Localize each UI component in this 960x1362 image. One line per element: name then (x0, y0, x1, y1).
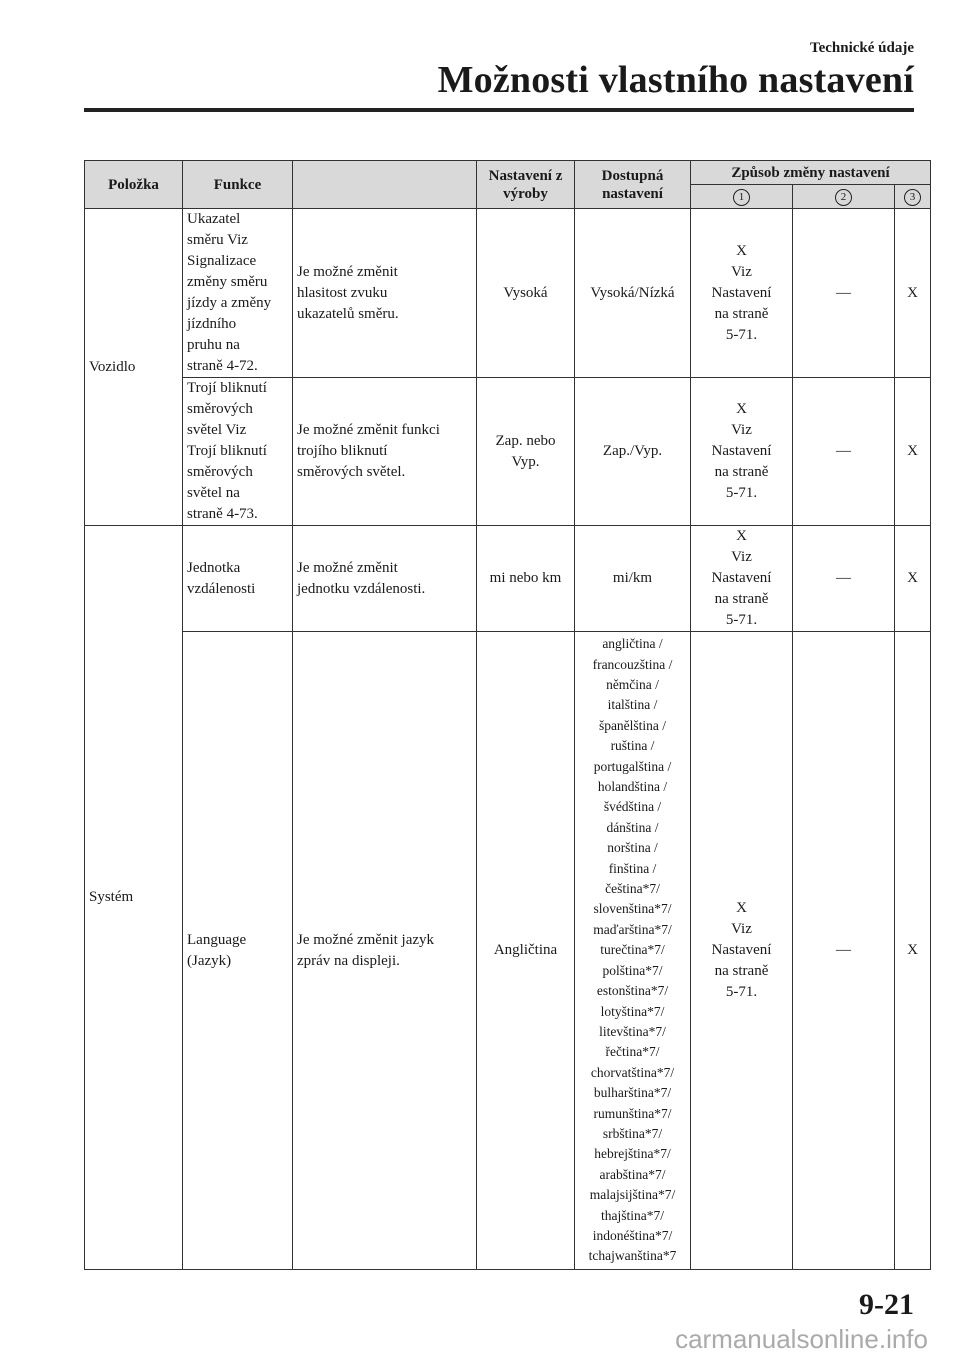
language-item: estonština*7/ (596, 983, 669, 999)
cell-line: 5-71. (725, 485, 758, 501)
circle-number-2: 2 (835, 189, 852, 206)
method3-cell: X (895, 378, 931, 526)
cell-line: hlasitost zvuku (297, 284, 388, 301)
cell-line: Vysoká (503, 284, 548, 301)
circle-number-3: 3 (904, 189, 921, 206)
available-cell (575, 378, 691, 526)
method3-cell: X (895, 209, 931, 378)
circle-number-1: 1 (733, 189, 750, 206)
header-method-3 (895, 185, 931, 209)
cell-line: Viz (731, 422, 752, 438)
function-cell (183, 526, 293, 632)
cell-line: Trojí bliknutí (187, 443, 267, 459)
cell-line: X (736, 528, 747, 544)
cell-line: na straně (714, 963, 769, 979)
cell-line: Zap./Vyp. (602, 443, 663, 459)
cell-line: směrových světel. (297, 464, 406, 480)
section-title: Technické údaje (809, 40, 914, 56)
cell-line: 5-71. (725, 984, 758, 1000)
language-item: turečtina*7/ (600, 942, 665, 958)
description-cell (293, 378, 477, 526)
language-item: slovenština*7/ (593, 901, 672, 917)
header-available: Dostupná nastavení (575, 161, 691, 209)
watermark: carmanualsonline.info (675, 1324, 928, 1354)
description-cell (293, 526, 477, 632)
cell-line: světel Viz (187, 422, 247, 438)
language-item: ruština / (610, 738, 655, 754)
cell-line: pruhu na (187, 337, 240, 353)
header-function: Funkce (183, 161, 293, 209)
method1-cell (691, 209, 793, 378)
language-item: švédština / (603, 799, 662, 815)
cell-line: Language (187, 931, 247, 948)
cell-line: mi/km (612, 570, 653, 586)
language-item: chorvatština*7/ (590, 1064, 675, 1080)
cell-line: Zap. nebo (495, 432, 556, 449)
function-cell (183, 378, 293, 526)
cell-line: vzdálenosti (187, 580, 256, 597)
available-cell (575, 526, 691, 632)
language-item: řečtina*7/ (605, 1044, 660, 1060)
language-item: finština / (608, 860, 657, 876)
method3-cell: X (895, 632, 931, 1270)
cell-line: (Jazyk) (187, 952, 232, 969)
language-item: norština / (607, 840, 658, 856)
cell-line: trojího bliknutí (297, 443, 388, 459)
cell-line: mi nebo km (489, 570, 562, 586)
method2-cell: — (793, 209, 895, 378)
language-item: dánština / (606, 819, 659, 835)
cell-line: směru Viz (187, 232, 248, 248)
cell-line: jízdního (187, 316, 237, 332)
description-cell (293, 209, 477, 378)
factory-cell (477, 632, 575, 1270)
factory-cell (477, 526, 575, 632)
language-item: indonéština*7/ (592, 1227, 673, 1243)
table-row (85, 209, 931, 378)
method1-cell (691, 632, 793, 1270)
cell-line: světel na (187, 485, 240, 501)
cell-line: 5-71. (725, 326, 758, 343)
cell-line: X (736, 900, 747, 916)
header-item: Položka (85, 161, 183, 209)
description-cell (293, 632, 477, 1270)
header-description (293, 161, 477, 209)
cell-line: Viz (731, 921, 752, 937)
header-method-2 (793, 185, 895, 209)
language-item: litevština*7/ (599, 1023, 666, 1039)
cell-line: Vyp. (511, 453, 540, 470)
language-item: francouzština / (592, 656, 673, 672)
method1-cell (691, 526, 793, 632)
language-item: hebrejština*7/ (594, 1146, 671, 1162)
language-item: arabština*7/ (599, 1166, 666, 1182)
cell-line: na straně (714, 464, 769, 480)
cell-line: Signalizace (187, 253, 257, 269)
available-cell (575, 209, 691, 378)
cell-line: 5-71. (725, 612, 758, 628)
cell-line: Nastavení (711, 443, 772, 459)
language-item: polština*7/ (602, 962, 663, 978)
method3-cell: X (895, 526, 931, 632)
method1-cell (691, 378, 793, 526)
function-cell (183, 632, 293, 1270)
cell-line: Vysoká/Nízká (590, 284, 675, 301)
page-number: 9-21 (859, 1288, 914, 1321)
language-item: lotyština*7/ (600, 1003, 665, 1019)
cell-line: Viz (731, 549, 752, 565)
language-item: malajsijština*7/ (589, 1187, 676, 1203)
cell-line: směrových (187, 401, 253, 417)
language-item: bulharština*7/ (593, 1085, 672, 1101)
settings-table (84, 160, 931, 1270)
cell-line: Trojí bliknutí (187, 380, 267, 396)
language-item: čeština*7/ (605, 881, 660, 897)
group-cell: Vozidlo (85, 209, 183, 526)
table-row (85, 378, 931, 526)
language-item: tchajwanština*7 (588, 1248, 677, 1264)
cell-line: směrových (187, 464, 253, 480)
cell-line: ukazatelů směru. (297, 305, 399, 322)
factory-cell (477, 378, 575, 526)
language-item: angličtina / (602, 636, 663, 652)
language-list-cell (575, 632, 691, 1270)
cell-line: Je možné změnit funkci (297, 422, 440, 438)
cell-line: na straně (714, 305, 769, 322)
language-item: italština / (607, 697, 658, 713)
page-title: Možnosti vlastního nastavení (437, 59, 914, 101)
cell-line: Angličtina (493, 942, 558, 958)
function-cell (183, 209, 293, 378)
language-item: thajština*7/ (601, 1207, 664, 1223)
header-method: Způsob změny nastavení (691, 161, 931, 185)
cell-line: na straně (714, 591, 769, 607)
cell-line: změny směru (187, 274, 268, 290)
language-item: rumunština*7/ (593, 1105, 672, 1121)
language-item: maďarština*7/ (593, 921, 672, 937)
cell-line: Ukazatel (187, 211, 241, 227)
cell-line: Jednotka (187, 559, 241, 576)
cell-line: Je možné změnit (297, 263, 398, 280)
cell-line: straně 4-72. (187, 358, 258, 374)
cell-line: X (736, 401, 747, 417)
cell-line: Nastavení (711, 942, 772, 958)
cell-line: Nastavení (711, 570, 772, 586)
table-row (85, 632, 931, 1270)
header-divider (84, 108, 914, 112)
language-item: němčina / (606, 677, 659, 693)
header-method-1 (691, 185, 793, 209)
cell-line: zpráv na displeji. (297, 952, 400, 969)
language-item: portugalština / (593, 758, 672, 774)
language-item: srbština*7/ (602, 1125, 663, 1141)
cell-line: jízdy a změny (187, 295, 272, 311)
method2-cell: — (793, 632, 895, 1270)
method2-cell: — (793, 378, 895, 526)
cell-line: Viz (731, 263, 752, 280)
cell-line: Je možné změnit jazyk (297, 931, 435, 948)
factory-cell (477, 209, 575, 378)
cell-line: Nastavení (711, 284, 772, 301)
table-row (85, 526, 931, 632)
language-item: španělština / (598, 717, 667, 733)
header-factory: Nastavení z výroby (477, 161, 575, 209)
group-cell: Systém (85, 526, 183, 1270)
language-item: holandština / (597, 779, 668, 795)
cell-line: straně 4-73. (187, 506, 258, 522)
method2-cell: — (793, 526, 895, 632)
cell-line: jednotku vzdálenosti. (297, 580, 426, 597)
cell-line: Je možné změnit (297, 559, 398, 576)
cell-line: X (736, 242, 747, 259)
